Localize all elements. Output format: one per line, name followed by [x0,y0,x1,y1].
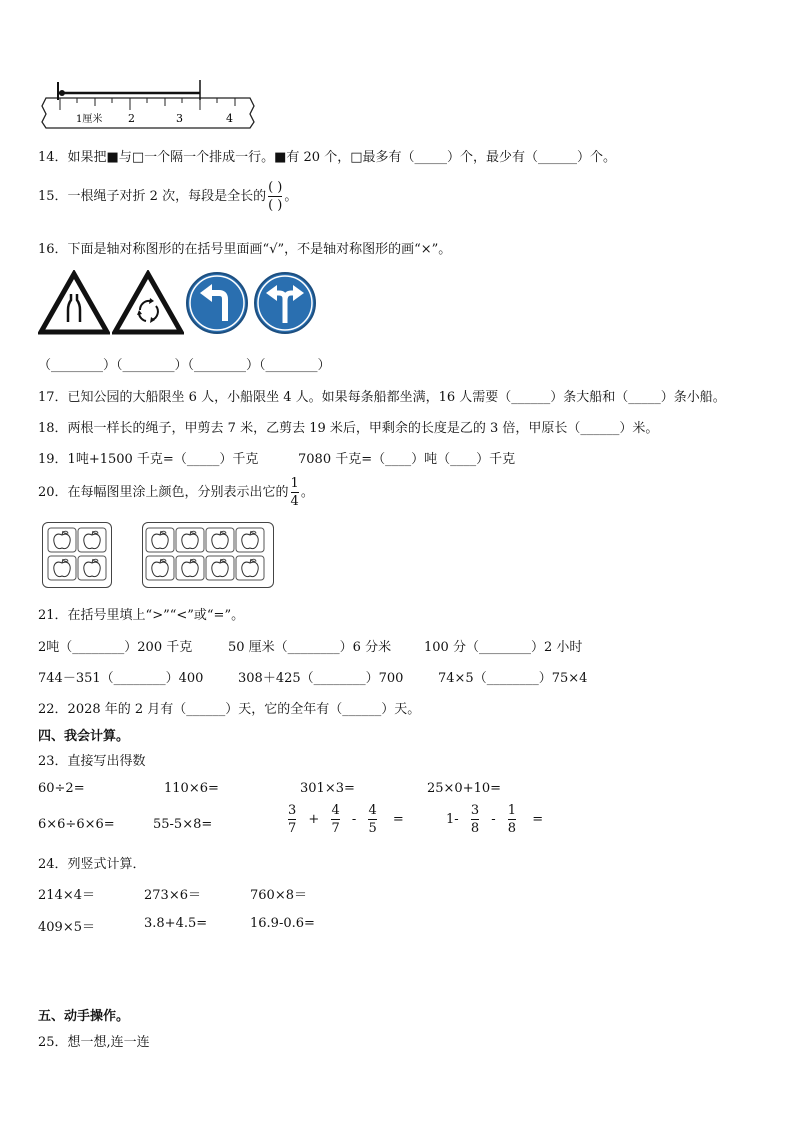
q23-item-3: 301×3= [300,781,355,796]
q24-item-5: 3.8+4.5= [144,916,208,931]
q23-item-5: 6×6÷6×6= [38,817,115,832]
ruler-label-1: 1厘米 [76,114,103,125]
left-right-turn-sign-icon [253,271,317,335]
question-16: 16．下面是轴对称图形的在括号里面画“√”，不是轴对称图形的画“×”。 [38,242,452,257]
question-15-fraction: $\frac{( )}{( )}$ [268,180,283,213]
roundabout-warning-sign-icon [112,270,184,336]
apple-icons [42,522,274,588]
question-21-r1-c: 100 分（________）2 小时 [424,640,583,655]
question-17: 17．已知公园的大船限坐 6 人，小船限坐 4 人。如果每条船都坐满，16 人需要（______）条大船和（_____）条小船。 [38,390,726,405]
turn-left-sign-icon [185,271,249,335]
q23-fraction-expression-1: $\frac{3}{7}$ + $\frac{4}{7}$ - $\frac{4}{5}$ = [288,803,404,836]
q23-fraction-expression-2: 1- $\frac{3}{8}$ - $\frac{1}{8}$ = [446,803,544,836]
q24-item-3: 760×8＝ [250,888,307,903]
question-20-fraction: $\frac{1}{4}$ [290,476,299,509]
section-5-heading: 五、动手操作。 [38,1009,130,1024]
question-25: 25．想一想,连一连 [38,1035,150,1050]
question-15: 15．一根绳子对折 2 次，每段是全长的 $\frac{( )}{( )}$ 。 [38,180,298,213]
ruler-label-2: 2 [128,112,135,125]
question-18: 18．两根一样长的绳子，甲剪去 7 米，乙剪去 19 米后，甲剩余的长度是乙的 3 倍，甲原长（______）米。 [38,421,659,436]
ruler-label-4: 4 [226,112,233,125]
narrow-road-warning-sign-icon [38,270,110,336]
question-19a: 19．1吨+1500 千克=（_____）千克 [38,452,259,467]
question-21-r2-b: 308＋425（________）700 [238,671,404,686]
question-20: 20．在每幅图里涂上颜色，分别表示出它的 $\frac{1}{4}$ 。 [38,476,314,509]
q23-item-2: 110×6= [164,781,219,796]
question-14: 14．如果把■与□一个隔一个排成一行。■有 20 个，□最多有（_____）个，最少有（______）个。 [38,150,616,165]
question-20-text: 20．在每幅图里涂上颜色，分别表示出它的 [38,485,289,500]
question-21: 21．在括号里填上“>”“<”或“=”。 [38,608,245,623]
q23-item-4: 25×0+10= [427,781,502,796]
question-21-r2-a: 744－351（________）400 [38,671,204,686]
section-4-heading: 四、我会计算。 [38,729,130,744]
question-16-blanks: （________）（________）（________）（________） [38,358,331,373]
q23-item-6: 55-5×8= [153,817,213,832]
question-22: 22．2028 年的 2 月有（______）天，它的全年有（______）天。 [38,702,421,717]
question-24: 24．列竖式计算． [38,857,146,872]
q23-item-1: 60÷2= [38,781,85,796]
q24-item-2: 273×6＝ [144,888,201,903]
q24-item-4: 409×5＝ [38,920,95,935]
q24-item-1: 214×4＝ [38,888,95,903]
q24-item-6: 16.9-0.6= [250,916,315,931]
question-15-text: 15．一根绳子对折 2 次，每段是全长的 [38,189,267,204]
question-21-r1-a: 2吨（________）200 千克 [38,640,193,655]
question-19b: 7080 千克=（____）吨（____）千克 [298,452,516,467]
question-21-r1-b: 50 厘米（________）6 分米 [228,640,392,655]
question-21-r2-c: 74×5（________）75×4 [438,671,588,686]
ruler-figure [40,76,260,132]
question-23: 23．直接写出得数 [38,754,146,769]
ruler-label-3: 3 [176,112,183,125]
